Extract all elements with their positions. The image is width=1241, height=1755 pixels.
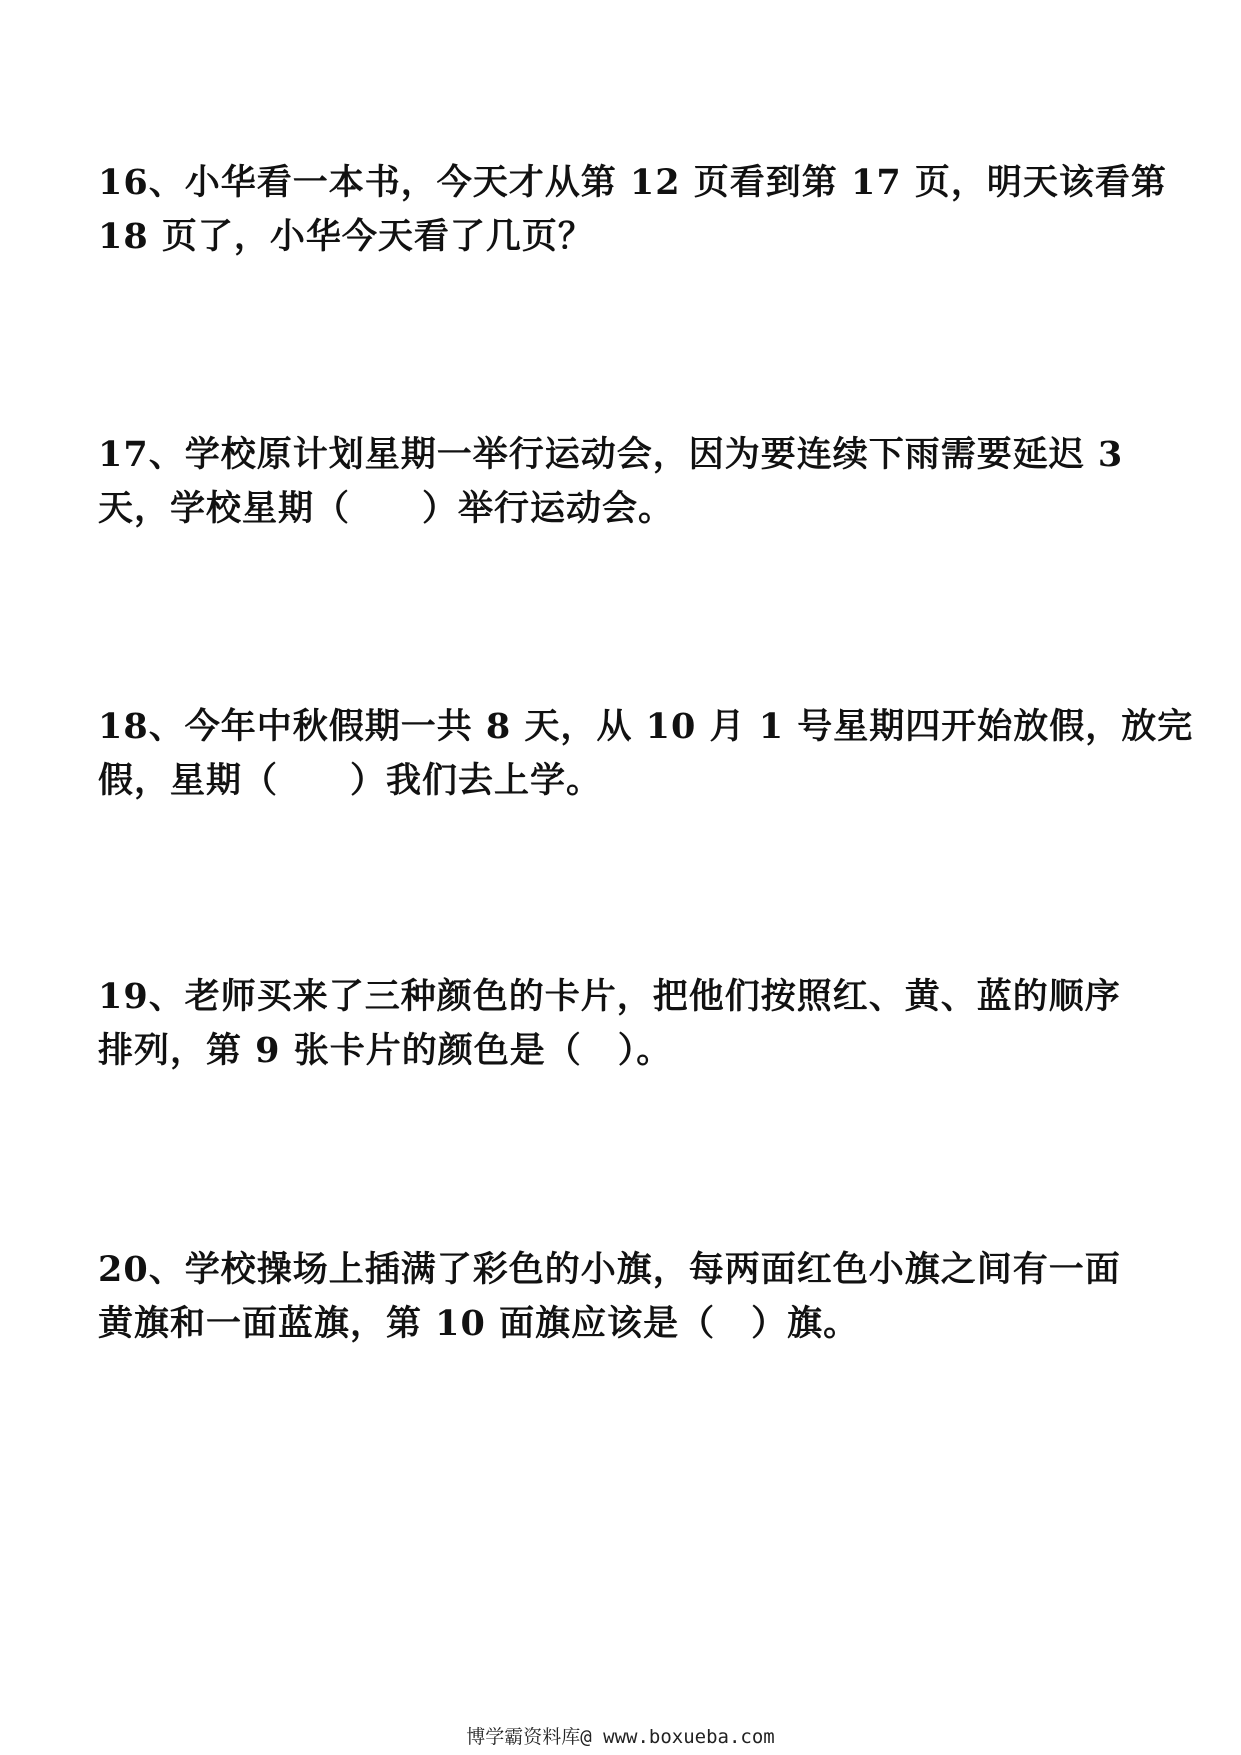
question-19: [98, 970, 1121, 1078]
question-20-line-2: 黄旗和一面蓝旗，第 10 面旗应该是（ ）旗。: [98, 1303, 860, 1344]
question-18-line-2: 假，星期（ ）我们去上学。: [98, 760, 603, 801]
question-16: [98, 156, 1167, 264]
question-18: [98, 700, 1194, 808]
question-19-line-2: 排列，第 9 张卡片的颜色是（ ）。: [98, 1030, 673, 1071]
question-20: [98, 1243, 1121, 1351]
question-17-line-2: 天，学校星期（ ）举行运动会。: [98, 488, 675, 529]
question-17-line-1: 17、学校原计划星期一举行运动会，因为要连续下雨需要延迟 3: [98, 434, 1124, 475]
question-19-line-1: 19、老师买来了三种颜色的卡片，把他们按照红、黄、蓝的顺序: [98, 976, 1121, 1017]
footer-watermark: 博学霸资料库@ www.boxueba.com: [466, 1726, 775, 1748]
question-20-line-1: 20、学校操场上插满了彩色的小旗，每两面红色小旗之间有一面: [98, 1249, 1121, 1290]
question-17: [98, 428, 1124, 536]
question-16-line-2: 18 页了，小华今天看了几页？: [98, 216, 594, 257]
question-18-line-1: 18、今年中秋假期一共 8 天，从 10 月 1 号星期四开始放假，放完: [98, 706, 1194, 747]
question-16-line-1: 16、小华看一本书，今天才从第 12 页看到第 17 页，明天该看第: [98, 162, 1167, 203]
